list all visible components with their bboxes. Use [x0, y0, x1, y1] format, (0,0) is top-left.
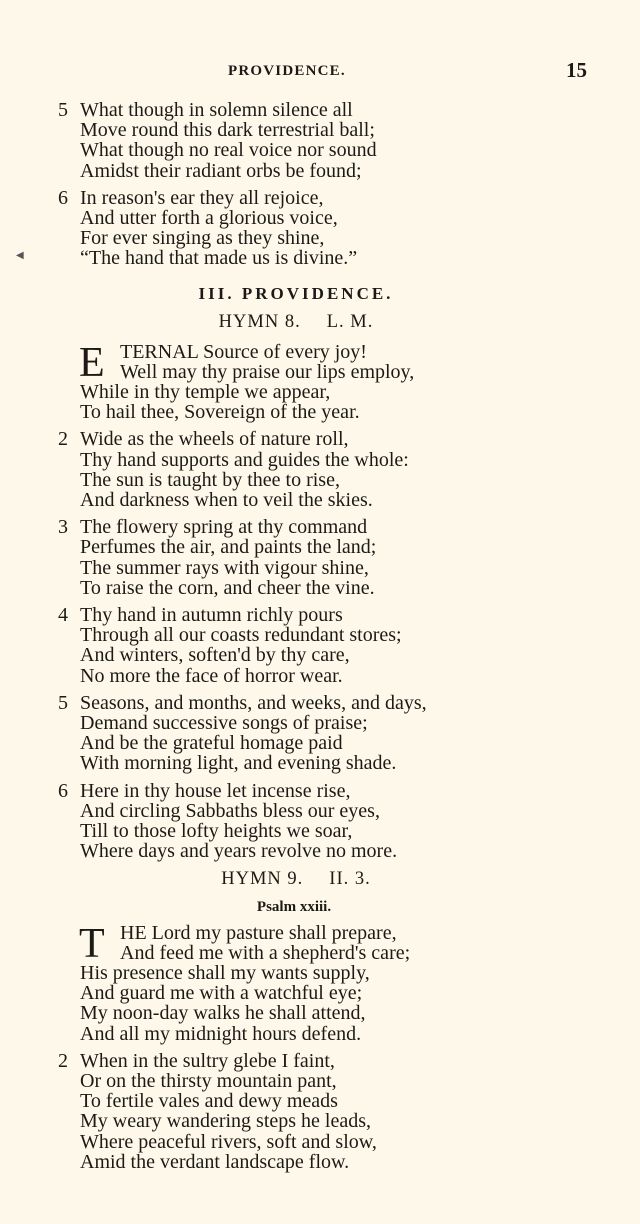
page-number: 15 [566, 58, 587, 82]
verse-line: What though in solemn silence all [80, 99, 353, 121]
verse-line: The flowery spring at thy command [80, 516, 368, 539]
verse-line: Thy hand in autumn richly pours [80, 604, 343, 627]
verse-line: Till to those lofty heights we soar, [80, 820, 353, 843]
verse-line: Move round this dark terrestrial ball; [80, 119, 375, 142]
verse-line: And guard me with a watchful eye; [80, 982, 363, 1005]
stanza-number: 3 [58, 516, 68, 539]
verse-line: And all my midnight hours defend. [80, 1022, 362, 1045]
psalm-reference: Psalm xxiii. [256, 898, 332, 915]
verse-line: And be the grateful homage paid [80, 732, 343, 755]
verse-line: When in the sultry glebe I faint, [80, 1049, 335, 1072]
verse-line: Where days and years revolve no more. [80, 840, 398, 863]
verse-line: Seasons, and months, and weeks, and days, [80, 691, 427, 714]
verse-line: Well may thy praise our lips employ, [120, 360, 415, 383]
stanza-number: 2 [58, 1049, 68, 1072]
verse-line: The summer rays with vigour shine, [80, 556, 369, 579]
stanza [58, 781, 618, 862]
verse-line: What though no real voice nor sound [80, 139, 377, 162]
drop-cap: T [79, 920, 105, 967]
stanza [58, 693, 618, 774]
verse-line: And feed me with a shepherd's care; [120, 941, 411, 964]
stanza-number: 6 [58, 779, 68, 802]
stanza-number: 5 [58, 99, 68, 121]
verse-line: To fertile vales and dewy meads [80, 1090, 338, 1113]
verse-line: His presence shall my wants supply, [80, 961, 370, 984]
margin-mark: ◀ [16, 250, 24, 261]
running-head: PROVIDENCE. [228, 63, 346, 79]
page-header [0, 60, 640, 86]
verse-line: Amid the verdant landscape flow. [80, 1150, 350, 1173]
stanza [58, 100, 618, 181]
verse-line: With morning light, and evening shade. [80, 752, 397, 775]
hymn-heading [58, 312, 526, 333]
stanza-number: 4 [58, 604, 68, 627]
hymn-heading [58, 869, 526, 890]
stanza [58, 517, 618, 598]
verse-line: While in thy temple we appear, [80, 381, 331, 404]
verse-line: Where peaceful rivers, soft and slow, [80, 1130, 377, 1153]
verse-line: And darkness when to veil the skies. [80, 489, 373, 512]
stanza [58, 188, 618, 269]
stanza [58, 605, 618, 686]
first-stanza [58, 920, 618, 1045]
verse-line: Demand successive songs of praise; [80, 712, 368, 735]
verse-line: No more the face of horror wear. [80, 664, 343, 687]
section-heading: III. PROVIDENCE. [198, 283, 394, 303]
first-stanza [58, 339, 618, 424]
verse-line: Perfumes the air, and paints the land; [80, 536, 377, 559]
verse-line: Wide as the wheels of nature roll, [80, 428, 349, 451]
verse-line: HE Lord my pasture shall prepare, [120, 921, 397, 944]
verse-line: My noon-day walks he shall attend, [80, 1002, 366, 1025]
hymn-meter: L. M. [326, 311, 374, 332]
stanza-number: 2 [58, 428, 68, 451]
drop-cap: E [79, 339, 105, 386]
verse-line: The sun is taught by thee to rise, [80, 468, 340, 491]
hymn-title: HYMN 8. [218, 311, 301, 332]
verse-line: Amidst their radiant orbs be found; [80, 159, 362, 182]
verse-line: Through all our coasts redundant stores; [80, 624, 402, 647]
stanza-number: 5 [58, 691, 68, 714]
hymn-meter: II. 3. [329, 868, 371, 889]
verse-line: Or on the thirsty mountain pant, [80, 1069, 337, 1092]
verse-line: In reason's ear they all rejoice, [80, 186, 324, 209]
verse-line: TERNAL Source of every joy! [120, 340, 367, 363]
hymn-title: HYMN 9. [221, 868, 304, 889]
stanza-number: 6 [58, 186, 68, 209]
verse-line: To raise the corn, and cheer the vine. [80, 576, 375, 599]
verse-line: My weary wandering steps he leads, [80, 1110, 372, 1133]
stanza [58, 429, 618, 510]
verse-line: “The hand that made us is divine.” [80, 247, 358, 270]
verse-line: And circling Sabbaths bless our eyes, [80, 799, 380, 822]
verse-line: Thy hand supports and guides the whole: [80, 448, 409, 471]
page-body [58, 100, 618, 1179]
verse-line: To hail thee, Sovereign of the year. [80, 401, 360, 424]
verse-line: And utter forth a glorious voice, [80, 207, 338, 230]
verse-line: Here in thy house let incense rise, [80, 779, 351, 802]
stanza [58, 1051, 618, 1172]
verse-line: For ever singing as they shine, [80, 227, 325, 250]
verse-line: And winters, soften'd by thy care, [80, 644, 350, 667]
